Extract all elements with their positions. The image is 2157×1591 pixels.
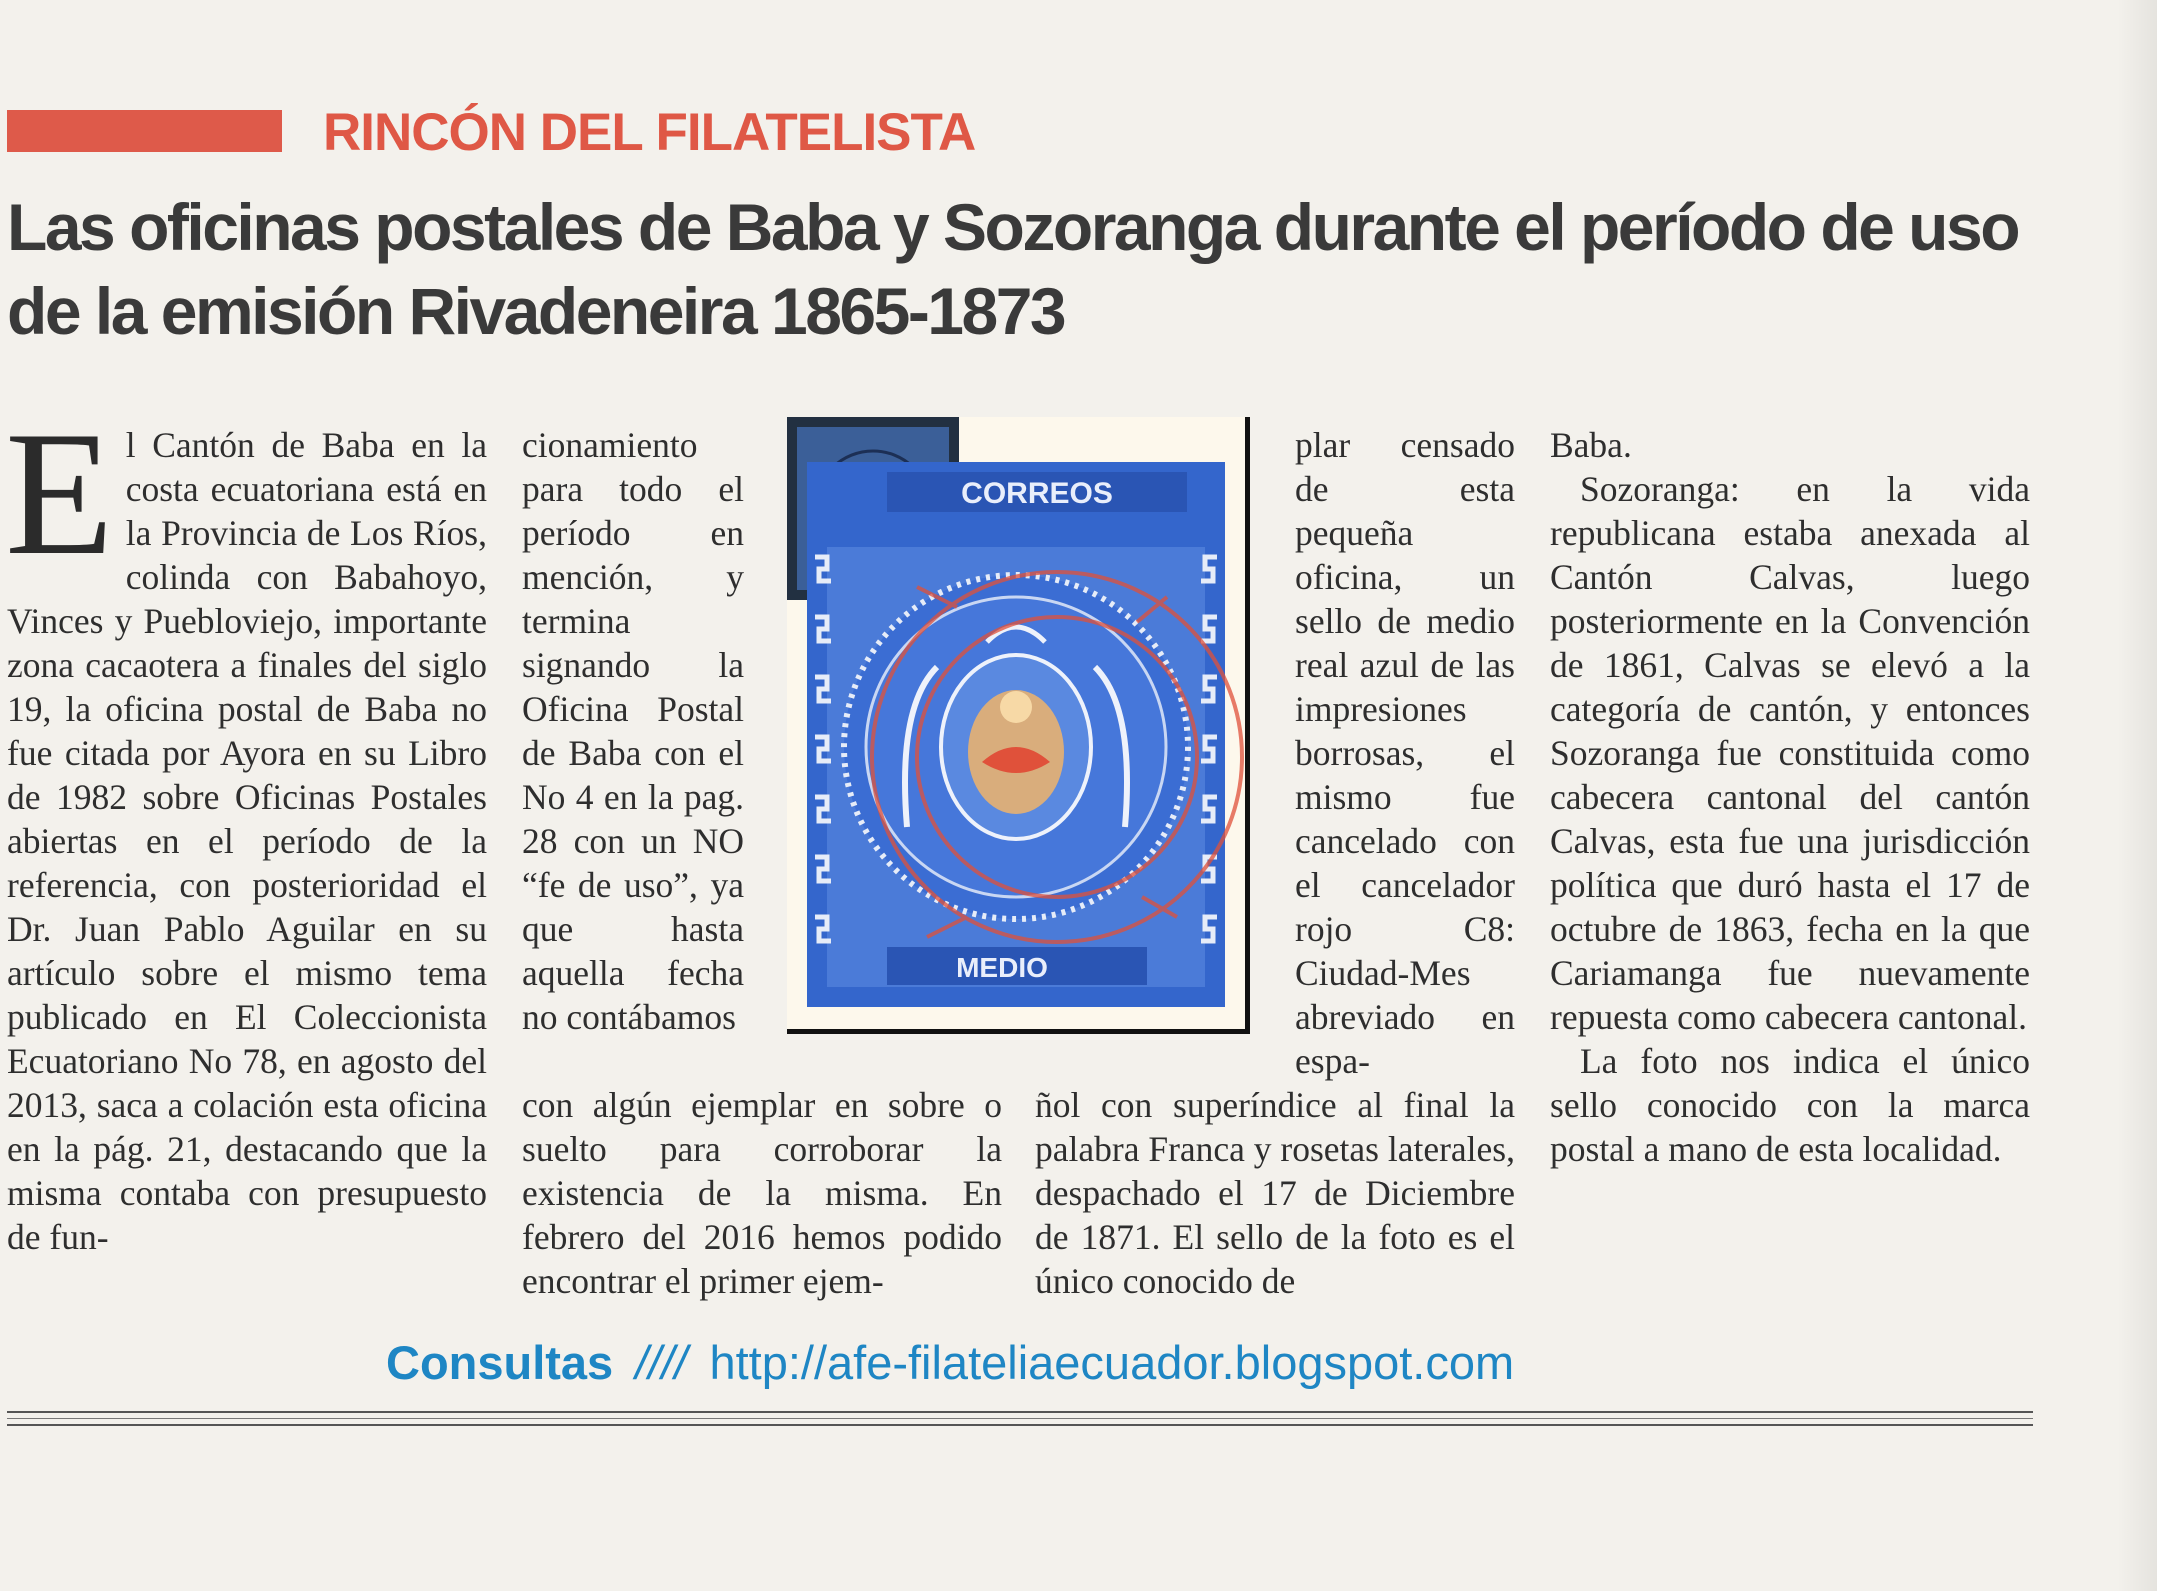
page-edge-shadow	[2117, 0, 2157, 1591]
consultas-footer	[386, 1335, 1514, 1390]
column-4-paragraph-3: La foto nos indica el único sello conocido con la marca postal a mano de esta localidad.	[1550, 1041, 2030, 1169]
article-column-2-bottom: con algún ejemplar en sobre o suelto para corroborar la existencia de la misma. En febrero del 2016 hemos podido encontrar el primer ejem-	[522, 1085, 1002, 1301]
section-color-bar	[7, 110, 282, 152]
stamp-bottom-text: MEDIO	[956, 952, 1048, 983]
bottom-rule-thin	[7, 1418, 2033, 1419]
column-4-paragraph-2: Sozoranga: en la vida republicana estaba anexada al Cantón Calvas, luego posteriormente en la Convención de 1861, Calvas se elevó a la categoría de cantón, y entonces Sozoranga fue constituida como cabecera cantonal del cantón Calvas, esta fue una jurisdicción política que duró hasta el 17 de octubre de 1863, fecha en la que Cariamanga fue nuevamente repuesta como cabecera cantonal.	[1550, 469, 2030, 1037]
consultas-url-link[interactable]: http://afe-filateliaecuador.blogspot.com	[709, 1336, 1515, 1389]
consultas-separator: ////	[635, 1336, 688, 1389]
consultas-label: Consultas	[386, 1336, 614, 1389]
article-column-3-top: plar censado de esta pequeña oficina, un sello de medio real azul de las impresiones borrosas, el mismo fue cancelado con el cancelador rojo C8: Ciudad-Mes abreviado en espa-	[1295, 425, 1515, 1081]
stamp-photo	[787, 417, 1250, 1034]
section-label: RINCÓN DEL FILATELISTA	[323, 103, 976, 162]
stamp-illustration	[787, 417, 1245, 1029]
bottom-rule-lower	[7, 1424, 2033, 1426]
article-column-3-bottom: ñol con superíndice al final la palabra Franca y rosetas laterales, despachado el 17 de Diciembre de 1871. El sello de la foto es el único conocido de	[1035, 1085, 1515, 1301]
stamp-top-text: CORREOS	[961, 477, 1113, 510]
bottom-rule	[7, 1411, 2033, 1413]
column-4-paragraph-1: Baba.	[1550, 425, 1632, 465]
article-column-4	[1550, 423, 2030, 1171]
column-1-text: l Cantón de Baba en la costa ecuatoriana está en la Provincia de Los Ríos, colinda con Babahoyo, Vinces y Puebloviejo, importante zona cacaotera a finales del siglo 19, la oficina postal de Baba no fue citada por Ayora en su Libro de 1982 sobre Oficinas Postales abiertas en el período de la referencia, con posterioridad el Dr. Juan Pablo Aguilar en su artículo sobre el mismo tema publicado en El Coleccionista Ecuatoriano No 78, en agosto del 2013, saca a colación esta oficina en la pág. 21, destacando que la misma contaba con presupuesto de fun-	[7, 425, 487, 1257]
article-column-2-top: cionamiento para todo el período en mención, y termina signando la Oficina Postal de Baba con el No 4 en la pag. 28 con un NO “fe de uso”, ya que hasta aquella fecha no contábamos	[522, 425, 744, 1037]
article-headline: Las oficinas postales de Baba y Sozoranga durante el período de uso de la emisión Rivadeneira 1865-1873	[7, 190, 2019, 348]
drop-cap: E	[5, 394, 114, 592]
article-column-1	[5, 394, 487, 1259]
